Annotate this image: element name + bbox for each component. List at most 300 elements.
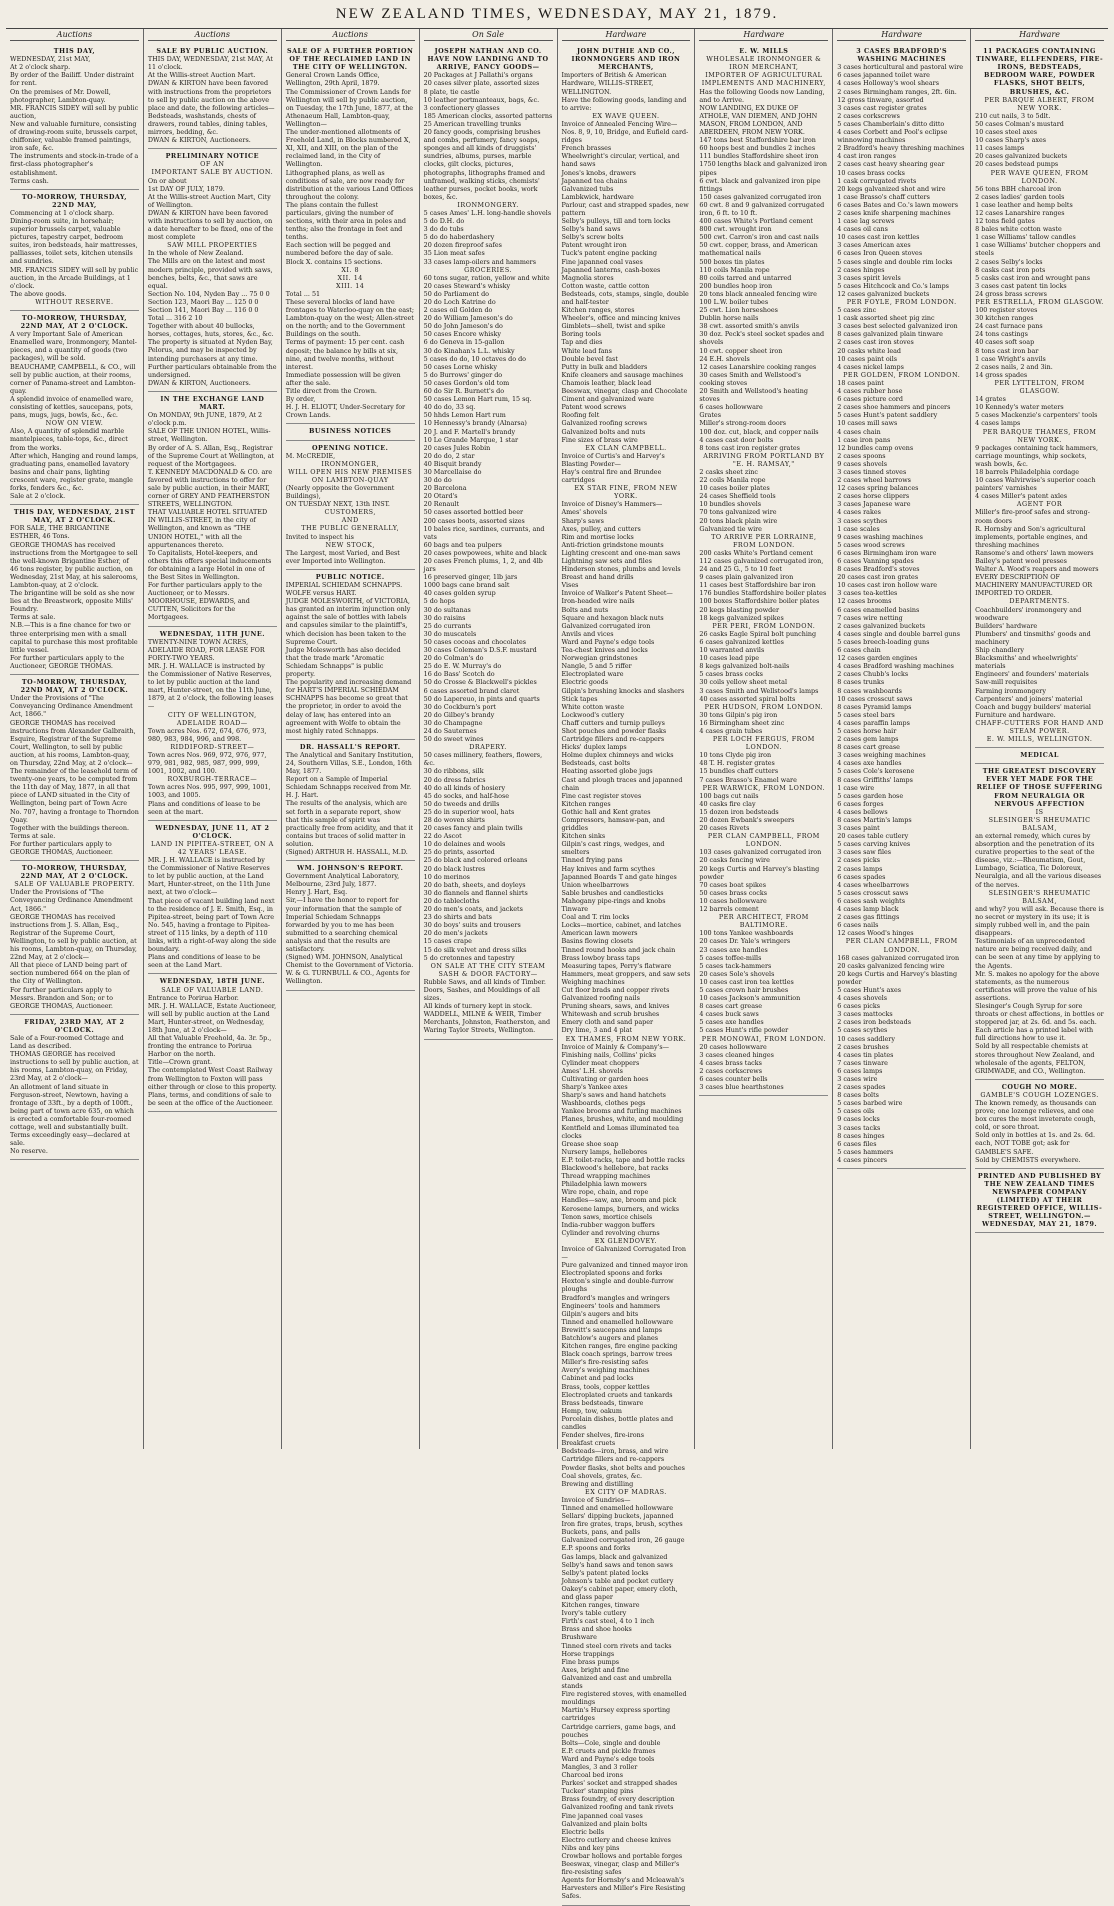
ad-line: 20 cases French plums, 1, 2, and 4lb jars <box>423 557 543 574</box>
ad-line: To Capitalists, Hotel-keepers, and others this offers special inducements for obtaining a large Hotel in one of the Best Sites in Wellington. <box>147 548 272 581</box>
ad-line: Square and hexagon black nuts <box>561 613 664 622</box>
ad-line: 28 do woven shirts <box>423 816 485 824</box>
ad-line: 15 do silk velvet and dress silks <box>423 945 527 954</box>
ad-line: Johnson's table and pocket cutlery <box>561 1576 674 1585</box>
ad-heading: THIS DAY, WEDNESDAY, 21ST MAY, AT 2 O'CLOCK. <box>13 508 135 525</box>
ad-line: For further particulars apply to Messrs. Brandon and Son; or to GEORGE THOMAS, Auctioneer. <box>10 985 113 1010</box>
ad-line: Kitchen ranges, tinware <box>561 1601 640 1610</box>
ad-line: On MONDAY, 9th JUNE, 1879, At 2 o'clock p.m. <box>147 411 263 428</box>
ad-line: 5 do do haberdashery <box>423 233 495 242</box>
ad-line: The under-mentioned allotments of Freehold Land, in Blocks numbered X, XI, XII, and XIII, on the plan of the reclaimed land, in the City of Wellington. <box>285 128 411 169</box>
ad-line: SLESINGER'S RHEUMATIC BALSAM, <box>988 815 1091 832</box>
ad-line: PER CLAN CAMPBELL, FROM LONDON. <box>707 832 820 849</box>
ad-line: 2 cases knife sharpening machines <box>837 208 951 217</box>
ad-line: 8 bales white cotton waste <box>975 225 1062 234</box>
ad-line: Fire registered stoves, with enamelled mouldings <box>561 1690 687 1707</box>
ad-line: Invoice of Sundries— <box>561 1495 631 1504</box>
ad-line: 2 cases spades <box>837 1083 886 1092</box>
ad-line: Tinned steel corn rivets and tacks <box>561 1641 672 1650</box>
ad-line: Tuck's patent engine packing <box>561 249 657 258</box>
ad-line: 20 do Colman's do <box>423 654 484 663</box>
ad-line: 3 confectionery glasses <box>423 103 500 112</box>
ad-line: 20 cases Dr. Yale's wringers <box>699 937 791 946</box>
ad-line: Nursery lamps, hellebores <box>561 1147 648 1156</box>
ad-line: TO ARRIVE PER LORRAINE, FROM LONDON. <box>711 532 817 549</box>
ad-line: 22 coils Manila rope <box>699 476 766 485</box>
ad-line: Ship chandlery <box>975 646 1024 655</box>
ad-line: 400 cases White's Portland cement <box>699 217 814 226</box>
ad-line: 3 cases tea-kettles <box>837 589 898 598</box>
ad-line: 23 cases axe handles <box>699 945 768 954</box>
ad-line: 10 Kennedy's water meters <box>975 403 1064 412</box>
ad-line: 20 Renault <box>423 500 460 509</box>
ad-line: The property is situated at Nyden Bay, Pelorus, and may be inspected by intending purchasers at any time. <box>147 338 273 363</box>
ad-line: Sellars' dipping buckets, japanned <box>561 1512 674 1521</box>
ad-line: THIS DAY, WEDNESDAY, 21st MAY, At 11 o'clock. <box>147 55 273 72</box>
ad-line: Bradford's mangles and wringers <box>561 1293 670 1302</box>
ad-line: Sable brushes and candlesticks <box>561 888 664 897</box>
ad-line: 5 cases hammers <box>837 1147 894 1156</box>
ad-line: Bedsteads, cast bolts <box>561 759 631 768</box>
ad-line: ROXBURGH-TERRACE— <box>167 775 258 784</box>
ad-line: Bedsteads—iron, brass, and wire <box>561 1447 669 1456</box>
ad-line: 150 cases galvanized corrugated iron <box>699 192 822 201</box>
ad-line: 10 cases Jackson's ammunition <box>699 994 801 1003</box>
ad-line: 30 coils yellow sheet metal <box>699 678 788 687</box>
ad-line: 8 cases bolts <box>837 1091 879 1100</box>
ad-line: 1 case iron pans <box>837 435 891 444</box>
advertisement <box>286 740 415 861</box>
ad-line: Batchlow's augers and planes <box>561 1334 659 1342</box>
ad-line: 6 cases nails <box>837 921 879 930</box>
ad-line: White cotton waste <box>561 702 625 711</box>
ad-line: Carpenters' and joiners' material <box>975 694 1083 703</box>
ad-line: Nos. 8, 9, 10, Bridge, and Eufield card-ridges <box>561 128 689 145</box>
ad-line: 40 cases soft soap <box>975 338 1035 347</box>
ad-line: 6 cases sash weights <box>837 896 905 905</box>
ad-line: Washboards, clothes pegs <box>561 1099 646 1108</box>
ad-line: Ivory's table cutlery <box>561 1609 627 1618</box>
ad-line: 3 do do tubs <box>423 225 464 234</box>
ad-line: 5 cases do do, 10 octaves do do <box>423 354 527 363</box>
ad-line: CITY OF WELLINGTON, ADELAIDE ROAD— <box>167 710 257 727</box>
ad-line: EX THAMES, FROM NEW YORK. <box>565 1034 687 1043</box>
ad-line: Sold only in bottles at 1s. and 2s. 6d. each, NOT TOBE got; ask for GAMBLE'S SAFE. <box>975 1131 1096 1156</box>
ad-line: 30 do flannels and flannel shirts <box>423 888 528 897</box>
ad-line: MR. J. H. WALLACE is instructed by the Commissioner of Native Reserves, to let by public auction at the land mart, Hunter-street, on the 11th June, 1879, at 2 o'clock, the following leases— <box>147 661 274 711</box>
ad-line: Emery cloth and sand paper <box>561 1018 654 1027</box>
ad-line: (Nearly opposite the Government Buildings), <box>285 483 395 501</box>
ad-line: 56 tons BBH charcoal iron <box>975 184 1062 193</box>
ad-line: 1 cask assorted sheet pig zinc <box>837 314 935 323</box>
ad-line: India-rubber waggon buffers <box>561 1220 655 1229</box>
ad-line: Knife cleaners and sausage machines <box>561 370 684 379</box>
ad-line: Whitewash and scrub brushes <box>561 1010 660 1019</box>
ad-line: 20 tons black plain wire <box>699 516 778 525</box>
ad-line: Iron-headed wire nails <box>561 597 635 606</box>
ad-line: Tap and dies <box>561 338 603 347</box>
ad-line: 25 do currants <box>423 621 472 630</box>
ad-line: Sharp's saws and hand hatchets <box>561 1091 666 1100</box>
ad-line: 2 cases ladies' garden tools <box>975 192 1065 201</box>
ad-line: SALE OF THE UNION HOTEL, Willis-street, Wellington. <box>147 427 271 444</box>
advertisement <box>148 149 277 392</box>
ad-line: 20 cases bedstead pumps <box>975 160 1059 169</box>
ad-line: Invoice of Walker's Patent Sheet— <box>561 589 673 598</box>
ad-line: Tinware <box>561 905 589 914</box>
ad-line: 6 cases Birmingham iron ware <box>837 548 937 557</box>
ad-line: 18 cases paint <box>837 378 884 387</box>
ad-line: 6 cases assorted brand claret <box>423 686 520 695</box>
ad-line: SLESINGER'S RHEUMATIC BALSAM, <box>988 888 1091 905</box>
ad-line: 4 cases wheelbarrows <box>837 880 909 889</box>
ad-line: 2 cases horse clippers <box>837 492 910 501</box>
ad-line: Fine japanned coal vases <box>561 257 643 266</box>
ad-line: 30 do Champagne <box>423 718 483 727</box>
ad-line: No reserve. <box>10 1147 48 1156</box>
ad-line: 4 cases Bradford washing machines <box>837 662 954 671</box>
ad-line: 5 cases Cole's kerosene <box>837 767 915 776</box>
ad-line: 50 cases Colman's mustard <box>975 119 1064 128</box>
ad-line: Magnolia stores <box>561 273 614 282</box>
ad-line: LAND IN PIPITEA-STREET, ON A 42 YEARS' LEASE. <box>150 839 274 856</box>
advertisement <box>286 424 415 440</box>
ad-line: 4 cast iron ranges <box>837 152 896 161</box>
ad-line: 2 cases oil Golden do <box>423 306 493 315</box>
ad-heading: WEDNESDAY, 11TH JUNE. <box>159 629 265 638</box>
ad-line: 10 cases cast iron tea kettles <box>699 977 794 986</box>
ad-line: Invoice of Curtis's and Harvey's Blasting Powder— <box>561 451 665 468</box>
ad-line: M. McCREDIE, <box>285 451 336 460</box>
ad-line: Bolts and nuts <box>561 605 609 614</box>
ad-line: PER LOCH FERGUS, FROM LONDON. <box>712 735 815 752</box>
ad-line: 5 cases tack-hammers <box>699 961 772 970</box>
ad-line: 60 cwt. 8 and 9 galvanized corrugated iron, 6 ft. to 10 ft. <box>699 200 825 217</box>
ad-line: Japanned Boards T and gate hinges <box>561 872 677 881</box>
ad-line: Tenon saws, mortice chisels <box>561 1212 653 1221</box>
ad-line: Charcoal bed irons <box>561 1771 624 1780</box>
ad-line: Title direct from the Crown. <box>285 387 377 396</box>
ad-line: Electro cutlery and cheese knives <box>561 1835 671 1844</box>
ad-line: and why? you will ask. Because there is no secret or mystery in its use; it is simply rubbed well in, and the pain disappears. <box>975 904 1104 938</box>
ad-line: Rim and mortise locks <box>561 532 634 541</box>
ad-line: Further particulars obtainable from the undersigned. <box>147 362 277 379</box>
ad-line: Cylinder and revolving churns <box>561 1228 660 1237</box>
ad-line: MR. J. H. WALLACE is instructed by the Commissioner of Native Reserves to let by public auction, at the Land Mart, Hunter-street, on the 11th June next, at two o'clock— <box>147 856 271 897</box>
ad-line: Mahogany pipe-rings and knobs <box>561 896 666 905</box>
ad-line: 2 cases spoons <box>837 451 886 460</box>
ad-line: FOR SALE, THE BRIGANTINE ESTHER, 46 Tons. <box>10 524 110 541</box>
ad-line: 10 bales rice, sardines, currants, and vats <box>423 524 545 541</box>
ad-line: EX WAVE QUEEN. <box>592 111 660 120</box>
ad-line: 20 do black lustres <box>423 864 486 873</box>
ad-line: 50 cases Encore whisky <box>423 330 502 339</box>
ad-line: 4 cases axe handles <box>837 759 902 768</box>
ad-line: Commencing at 1 o'clock sharp. <box>10 208 115 217</box>
ad-line: 20 fancy goods, comprising brushes and combs, perfumery, fancy soaps, sponges and all kinds of druggists' sundries, albums, purses, marble clocks, gilt clocks, pictures, photographs, lithographs framed and unframed, walking sticks, chemists' leather purses, pocket books, work boxes, &c. <box>423 128 545 201</box>
ad-line: All kinds of turnery kept in stock. <box>423 1002 533 1011</box>
ad-heading: WM. JOHNSON'S REPORT. <box>296 864 404 873</box>
ad-line: 30 do do <box>423 476 452 485</box>
ad-line: 9 cases washing machines <box>837 532 923 541</box>
ad-line: WHOLESALE IRONMONGER & IRON MERCHANT, <box>706 55 822 72</box>
ad-line: 5 cases horse hair <box>837 726 897 735</box>
ad-line: Galvanized roofing nails <box>561 994 640 1003</box>
ad-line: THAT VALUABLE HOTEL SITUATED IN WILLIS-STREET, in the city of Wellington, and known as "THE UNION HOTEL," with all the appurtenances thereto. <box>147 508 268 549</box>
advertisement <box>975 1080 1104 1169</box>
ad-line: 10 cases cast iron kettles <box>837 233 920 242</box>
ad-line: 4 cases bellows <box>837 807 888 816</box>
ad-line: Buckets, pans, and palls <box>561 1528 641 1537</box>
ad-line: GEORGE THOMAS has received instructions from the Mortgagee to sell the well-known Brigantine Esther, of 46 tons register, by public auction, on Wednesday, 21st May, at his salerooms, Lambton-quay, at 2 o'clock. <box>10 540 138 589</box>
ad-line: At 2 o'clock sharp. <box>10 63 71 72</box>
ad-line: 16 preserved ginger, 1lb jars <box>423 573 518 582</box>
ad-line: Blackwood's hellebore, bat racks <box>561 1164 669 1173</box>
ad-line: AND <box>341 516 359 525</box>
ad-line: 20 do do, 2 star <box>423 451 475 460</box>
ad-line: Invoice of Annealed Fencing Wire— <box>561 119 678 128</box>
ad-line: Sir,—I have the honor to report for your information that the sample of Imperial Schiedam Schnapps forwarded by you to me has been submitted to a searching chemical analysis and that the results are satisfactory. <box>285 896 402 954</box>
ad-line: Brass, tools, copper kettles <box>561 1382 650 1391</box>
ad-line: 12 bundles camp ovens <box>837 443 914 452</box>
ad-line: 6 cases files <box>837 1139 877 1148</box>
ad-line: 3 cases cast patent tin locks <box>975 281 1067 290</box>
ad-line: Cartridge fillers and re-cappers <box>561 735 665 744</box>
ad-line: MR. FRANCIS SIDEY will sell by public auction, in the Arcade Buildings, at 1 o'clock. <box>10 265 139 290</box>
ad-heading: PUBLIC NOTICE. <box>315 572 385 581</box>
ad-line: The Commissioner of Crown Lands for Wellington will sell by public auction, on Tuesday, the 17th June, 1877, at the Athenaeum Hall, Lambton-quay, Wellington— <box>285 87 414 128</box>
ad-line: 1st DAY OF JULY, 1879. <box>147 184 225 193</box>
ad-line: Crowbar hollows and portable forges <box>561 1852 683 1860</box>
ad-line: The remainder of the leasehold term of twenty-one years, to be computed from the 11th day of May, 1877, in all that piece of LAND situated in the City of Wellington, being part of Town Acre No. 707, having a frontage to Thorndon Quay. <box>10 767 139 824</box>
ad-line: PER MONOWAI, FROM LONDON. <box>701 1034 826 1043</box>
ad-line: The above goods. <box>10 289 67 298</box>
ad-line: RIDDIFORD-STREET— <box>170 742 255 751</box>
ad-line: 10 cases mill saws <box>837 419 898 428</box>
ad-line: NEW STOCK, <box>325 540 375 549</box>
ad-line: 4 cases lamp black <box>837 905 899 914</box>
ad-line: Measuring tapes, Perry's flatware <box>561 961 672 970</box>
ad-line: Rubble Saws, and all kinds of Timber. <box>423 977 546 986</box>
ad-line: Importers of British & American Hardware, WILLIS-STREET, WELLINGTON. <box>561 71 667 96</box>
ad-line: 100 boxes Staffordshire boiler plates <box>699 597 820 606</box>
ad-line: E. W. MILLS, WELLINGTON. <box>986 735 1093 744</box>
ad-line: Invoice of Disney's Hammers— <box>561 500 663 509</box>
ad-line: 20 dozen fireproof safes <box>423 241 502 250</box>
ad-line: Gilpin's brushing knocks and slashers <box>561 686 685 695</box>
ad-line: Hemp, tow, oakum <box>561 1406 622 1415</box>
ad-line: Nibs and key pins <box>561 1843 620 1852</box>
ad-line: That piece of vacant building land next to the residence of J. E. Smith, Esq., in Pipitea-street, being part of Town Acre No. 545, having a frontage to Pipitea-street of 115 links, by a depth of 110 links, with a right-of-way along the side boundary. <box>147 896 277 954</box>
ad-line: 11 cases best Staffordshire bar iron <box>699 581 816 590</box>
ad-line: 3 cases wire <box>837 1075 878 1083</box>
column-heading: Hardware <box>975 31 1104 41</box>
ad-line: 4 cases buck saws <box>699 1010 759 1019</box>
ad-line: Kerosene lamps, burners, and wicks <box>561 1204 679 1213</box>
ad-line: Kitchen sinks <box>561 832 606 841</box>
ad-line: Weighing machines <box>561 977 625 986</box>
ad-line: Breakfast cruets <box>561 1439 616 1448</box>
ad-line: IMPORTANT SALE BY AUCTION. <box>151 168 274 177</box>
ad-heading: SALE BY PUBLIC AUCTION. <box>156 47 269 56</box>
ad-line: Dining-room suite, in horsehair; superior brussels carpet, valuable pictures, tapestry carpet, bedroom suites, iron bedsteads, hair mattresses, palliasses, toilet sets, kitchen utensils and sundries. <box>10 216 138 266</box>
ad-line: EVERY DESCRIPTION OF MACHINERY MANUFACTURED OR IMPORTED TO ORDER. <box>975 573 1093 598</box>
ad-line: 50 do John Jameson's do <box>423 322 503 331</box>
ad-line: 50 cases assorted bottled beer <box>423 508 524 517</box>
ad-line: 10 cases cast iron hollow ware <box>837 581 938 590</box>
ad-line: Total ... 51 <box>285 289 321 298</box>
column-5 <box>558 29 696 1901</box>
ad-line: 5 casks cast iron and wrought pans <box>975 273 1091 282</box>
ad-line: 4 cases shovels <box>837 994 888 1003</box>
ad-line: Selby's pulleys, till and torn locks <box>561 217 671 226</box>
ad-line: Section 141, Maori Bay ... 116 0 0 <box>147 306 259 314</box>
ad-line: Powder flasks, shot belts and pouches <box>561 1463 685 1472</box>
ad-line: Entrance to Porirua Harbor. <box>147 993 239 1002</box>
ad-line: IMPERIAL SCHIEDAM SCHNAPPS. WOLFE versus HART. <box>285 581 403 598</box>
ad-line: Coal shovels, grates, &c. <box>561 1471 643 1480</box>
ad-line: Putty in bulk and bladders <box>561 362 648 371</box>
advertisement <box>699 44 828 1096</box>
ad-line: Electric goods <box>561 678 609 687</box>
ad-line: 24 cast furnace pans <box>975 322 1043 331</box>
ad-line: Miller's fire-proof safes and strong-room doors <box>975 508 1090 525</box>
ad-line: 40 cases assorted spiral bolts <box>699 694 796 703</box>
ad-line: 10 do merinos <box>423 872 470 881</box>
ad-line: 5 cases brass cocks <box>699 670 763 679</box>
ad-line: 30 do raisins <box>423 613 466 622</box>
advertisement <box>10 44 139 190</box>
ad-heading: DR. HASSALL'S REPORT. <box>299 742 401 751</box>
ad-line: 12 gross tinware, assorted <box>837 95 924 104</box>
ad-line: Axes, bright and fine <box>561 1665 630 1674</box>
ad-line: Ward and Payne's edge tools <box>561 637 655 646</box>
ad-heading: SALE OF A FURTHER PORTION OF THE RECLAIMED LAND IN THE CITY OF WELLINGTON. <box>286 47 414 72</box>
ad-line: In the whole of New Zealand. <box>147 249 244 258</box>
ad-line: 5 cases wood screws <box>837 540 905 549</box>
ad-line: Bolts—Cole, single and double <box>561 1738 661 1747</box>
ad-line: WILL OPEN HIS NEW PREMISES <box>288 467 413 476</box>
ad-line: 12 cases Lanarshire cooking ranges <box>699 362 817 371</box>
ad-line: Bedsteads, cots, stamps, single, double and half-tester <box>561 289 689 306</box>
ad-line: 3 cases horticultural and pastoral wire <box>837 63 964 72</box>
ad-line: SALE OF VALUABLE PROPERTY. <box>14 880 135 889</box>
ad-line: 4 cases single and double barrel guns <box>837 629 961 638</box>
ad-line: 2 Bradford's heavy threshing machines <box>837 144 965 153</box>
ad-line: Galvanized tie wire <box>699 524 762 533</box>
ad-line: At the Willis-street Auction Mart. <box>147 71 256 80</box>
ad-line: IRONMONGERY. <box>457 200 519 209</box>
ad-line: Selby's hand saws <box>561 225 621 234</box>
column-6 <box>695 29 833 1449</box>
ad-heading: 3 CASES BRADFORD'S WASHING MACHINES <box>856 47 948 64</box>
ad-line: Beeswax, vinegar, clasp and Chocolate <box>561 387 688 396</box>
ad-line: French brasses <box>561 144 612 153</box>
ad-line: Pruning shears, saws, and knives <box>561 1002 670 1011</box>
ad-line: 2 cases gem lamps <box>837 735 899 744</box>
ad-line: Gilpin's cast rings, wedges, and smelters <box>561 840 665 857</box>
ad-line: 3 cases tinned stoves <box>837 467 907 476</box>
ad-line: 16 Birmingham sheet zinc <box>699 718 785 727</box>
ad-line: Boring tools <box>561 330 601 339</box>
ad-line: 100 doz. cut, black, and copper nails <box>699 427 819 436</box>
ad-line: 20 cases Jules Robin <box>423 443 491 452</box>
ad-line: Galvanized corrugated iron, 26 gauge <box>561 1536 685 1545</box>
ad-line: Sharp's Yankee axes <box>561 1083 628 1092</box>
ad-line: 2 cases hinges <box>837 265 885 274</box>
ad-line: TWENTY-NINE TOWN ACRES, ADELAIDE ROAD, FOR LEASE FOR FORTY-TWO YEARS. <box>147 637 265 662</box>
ad-line: 20 do dress fabrics <box>423 775 486 784</box>
ad-line: Horse trappings <box>561 1649 615 1658</box>
ad-line: EX GLENDOVEY. <box>594 1236 658 1245</box>
ad-line: 6 cases forges <box>837 799 884 808</box>
ad-line: XII. 14 <box>337 273 363 282</box>
ad-line: For further particulars apply to the Auctioneer, GEORGE THOMAS. <box>10 653 125 670</box>
ad-line: DWAN & KIRTON have been favored with instructions to sell by auction, on a date hereafter to be fixed, one of the most complete <box>147 208 273 242</box>
ad-line: 12 barrels cement <box>699 905 759 914</box>
ad-line: CHAFF-CUTTERS FOR HAND AND STEAM POWER. <box>975 718 1104 735</box>
masthead: NEW ZEALAND TIMES, WEDNESDAY, MAY 21, 1879. <box>6 0 1108 29</box>
ad-line: All that Valuable Freehold, 4a. 3r. 5p., fronting the entrance to Porirua Harbor on the north. <box>147 1034 272 1059</box>
ad-line: 3 cases cast register grates <box>837 103 927 112</box>
ad-line: SALE OF VALUABLE LAND. <box>161 985 264 994</box>
ad-line: Fender shelves, fire-irons <box>561 1431 644 1440</box>
ad-line: 30 tons Gilpin's pig iron <box>699 710 778 719</box>
ad-line: 111 bundles Staffordshire sheet iron <box>699 152 819 161</box>
ad-line: 3 cases tacks <box>837 1123 881 1132</box>
advertisement <box>562 44 691 1905</box>
ad-line: Chamois leather, black lead <box>561 378 652 387</box>
ad-line: R. Hornsby and Son's agricultural implements, portable engines, and threshing machines <box>975 524 1088 549</box>
ad-line: 10 cases paint oils <box>837 354 898 363</box>
ad-line: Coachbuilders' ironmongery and woodware <box>975 605 1082 622</box>
ad-line: 5 cases crosscut saws <box>837 888 909 897</box>
ad-heading: TO-MORROW, THURSDAY, 22ND MAY, <box>21 192 127 209</box>
ad-heading: PRELIMINARY NOTICE <box>165 152 259 161</box>
ad-line: 20 kegs blasting powder <box>699 605 780 614</box>
ad-line: 112 cases galvanized corrugated iron, 24 and 25 G., 5 to 10 feet <box>699 557 824 574</box>
ad-line: Yankee brooms and furling machines <box>561 1107 682 1116</box>
ad-line: 10 cases hollowware <box>699 896 767 905</box>
advertisement <box>148 974 277 1112</box>
ad-line: Galvanized tubs <box>561 184 614 193</box>
ad-line: 70 tons galvanized wire <box>699 508 777 517</box>
ad-line: Tinned and enamelled hollowware <box>561 1503 674 1512</box>
ad-line: Lighting crescent and one-man saws <box>561 548 681 557</box>
ad-line: 8 casks cast iron pots <box>975 265 1046 274</box>
ad-line: 15 bundles chaff cutters <box>699 767 779 776</box>
ad-line: 6 cases galvanized kettles <box>699 637 784 646</box>
ad-line: 10 Le Grande Marque, 1 star <box>423 435 519 444</box>
ad-line: 8 plate, tie castle <box>423 87 480 96</box>
ad-line: 103 cases galvanized corrugated iron <box>699 848 822 857</box>
ad-line: 20 do tablecloths <box>423 896 480 905</box>
ad-line: XIII. 14 <box>336 281 365 290</box>
ad-line: 60 do Sir R. Burnett's do <box>423 387 505 396</box>
ad-line: 7 cases Brasso's Enamel ware <box>699 775 797 784</box>
ad-line: 50 do Lapereuo, in pints and quarts <box>423 694 540 703</box>
ad-line: 15 dozen iron bedsteads <box>699 807 779 816</box>
ad-line: Brass and shoe hooks <box>561 1625 632 1634</box>
ad-line: an external remedy, which cures by absorption and the penetration of its curative properties to the seat of the disease, viz.:—Rheumatism, Gout, Lumbago, Sciatica, Tic Doloreux, Neuralgia, and all the various diseases of the nerves. <box>975 832 1102 889</box>
ad-line: 6 cases picks <box>837 1002 880 1011</box>
ad-heading: JOHN DUTHIE AND CO., IRONMONGERS AND IRON MERCHANTS, <box>571 47 681 72</box>
ad-line: Parkes' socket and strapped shades <box>561 1779 678 1788</box>
ad-line: Each article has a printed label with full directions how to use it. <box>975 1026 1094 1043</box>
ad-line: Electroplated cruets and tankards <box>561 1390 673 1399</box>
ad-line: Brewing and distilling <box>561 1479 634 1488</box>
ad-line: 9 packages containing tack hammers, carriage mountings, whip sockets, wash bowls, &c. <box>975 443 1098 468</box>
